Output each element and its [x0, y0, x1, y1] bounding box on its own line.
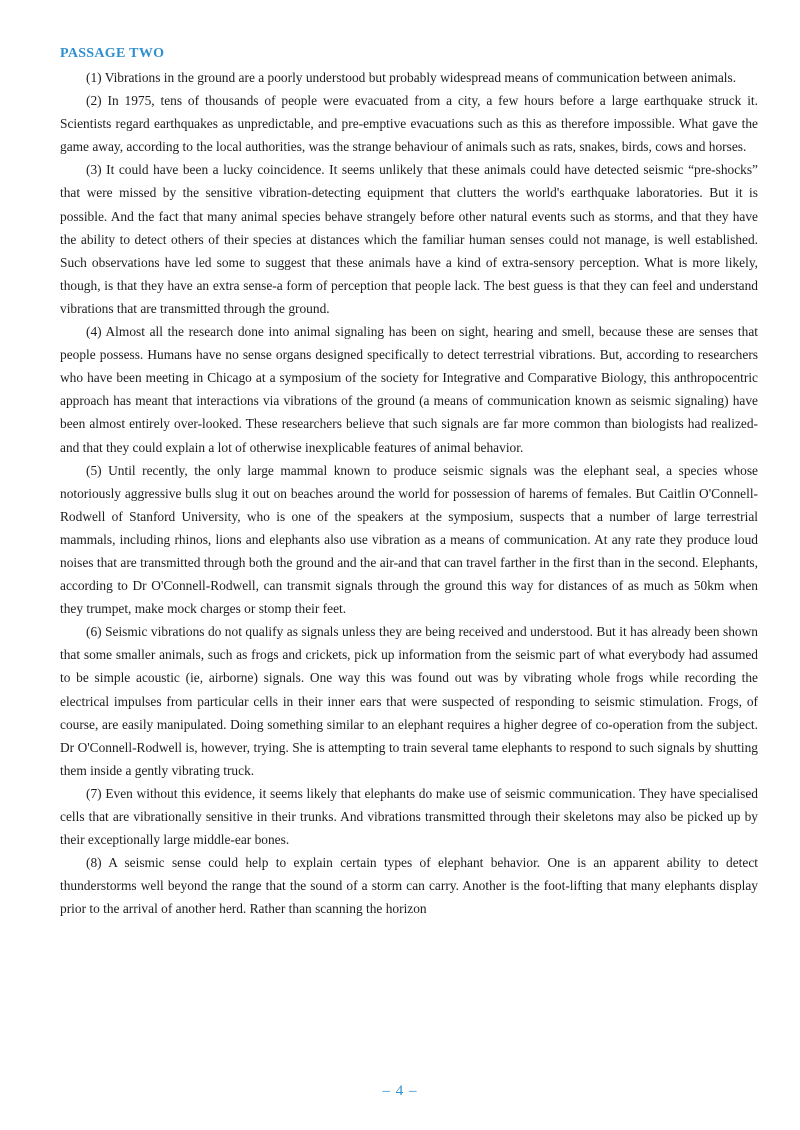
page-number: – 4 – — [382, 1083, 418, 1099]
paragraph-2: (2) In 1975, tens of thousands of people were evacuated from a city, a few hours before a large earthquake struck it. Scientists regard earthquakes as unpredictable, and pre-emptive evacuations such as this as therefore impossible. What gave the game away, according to the local authorities, was the strange behaviour of animals such as rats, snakes, birds, cows and horses. — [60, 93, 758, 155]
paragraph-7: (7) Even without this evidence, it seems likely that elephants do make use of seismic communication. They have specialised cells that are vibrationally sensitive in their trunks. And vibrations transmitted through their skeletons may also be picked up by their exceptionally large middle-ear bones. — [60, 785, 758, 848]
paragraph-8: (8) A seismic sense could help to explain certain types of elephant behavior. One is an apparent ability to detect thunderstorms well beyond the range that the sound of a storm can carry. Another is the foot-lifting that many elephants display prior to the arrival of another herd. Rather than scanning the horizon — [60, 855, 758, 917]
paragraph-4: (4) Almost all the research done into animal signaling has been on sight, hearing and smell, because these are senses that people possess. Humans have no sense organs designed specifically to detect terrestrial vibrations. But, according to researchers who have been meeting in Chicago at a symposium of the society for Integrative and Comparative Biology, this anthropocentric approach has meant that interactions via vibrations of the ground (a means of communication known as seismic signaling) have been almost entirely over-looked. These researchers believe that such signals are far more common than biologists had realized-and that they could explain a lot of otherwise inexplicable features of animal behavior. — [60, 324, 758, 455]
paragraph-6: (6) Seismic vibrations do not qualify as signals unless they are being received and understood. But it has already been shown that some smaller animals, such as frogs and crickets, pick up information from the seismic part of what everybody had assumed to be simple acoustic (ie, airborne) signals. One way this was found out was by vibrating whole frogs while recording the electrical impulses from particular cells in their inner ears that were suspected of responding to seismic stimulation. Frogs, of course, are easily manipulated. Doing something similar to an elephant requires a higher degree of co-operation from the subject. Dr O'Connell-Rodwell is, however, trying. She is attempting to train several tame elephants to respond to such signals by shutting them inside a gently vibrating truck. — [60, 624, 758, 778]
passage-container — [60, 46, 758, 920]
paragraph-5: (5) Until recently, the only large mammal known to produce seismic signals was the elephant seal, a species whose notoriously aggressive bulls slug it out on beaches around the world for possession of harems of females. But Caitlin O'Connell-Rodwell of Stanford University, who is one of the speakers at the symposium, suspects that a number of large terrestrial mammals, including rhinos, lions and elephants also use vibration as a means of communication. At any rate they produce loud noises that are transmitted through both the ground and the air-and that can travel farther in the first than in the second. Elephants, according to Dr O'Connell-Rodwell, can transmit signals through the ground this way for distances of as much as 50km when they trumpet, make mock charges or stomp their feet. — [60, 462, 758, 617]
paragraph-1: (1) Vibrations in the ground are a poorly understood but probably widespread means of communication between animals. — [86, 70, 737, 85]
passage-title: PASSAGE TWO — [60, 46, 165, 61]
paragraph-3: (3) It could have been a lucky coincidence. It seems unlikely that these animals could have detected seismic “pre-shocks” that were missed by the sensitive vibration-detecting equipment that clutters the world's earthquake laboratories. But it is possible. And the fact that many animal species behave strangely before other natural events such as storms, and that they have the ability to detect others of their species at distances which the familiar human senses could not manage, is well established. Such observations have led some to suggest that these animals have a kind of extra-sensory perception. What is more likely, though, is that they have an extra sense-a form of perception that people lack. The best guess is that they can feel and understand vibrations that are transmitted through the ground. — [60, 162, 758, 316]
